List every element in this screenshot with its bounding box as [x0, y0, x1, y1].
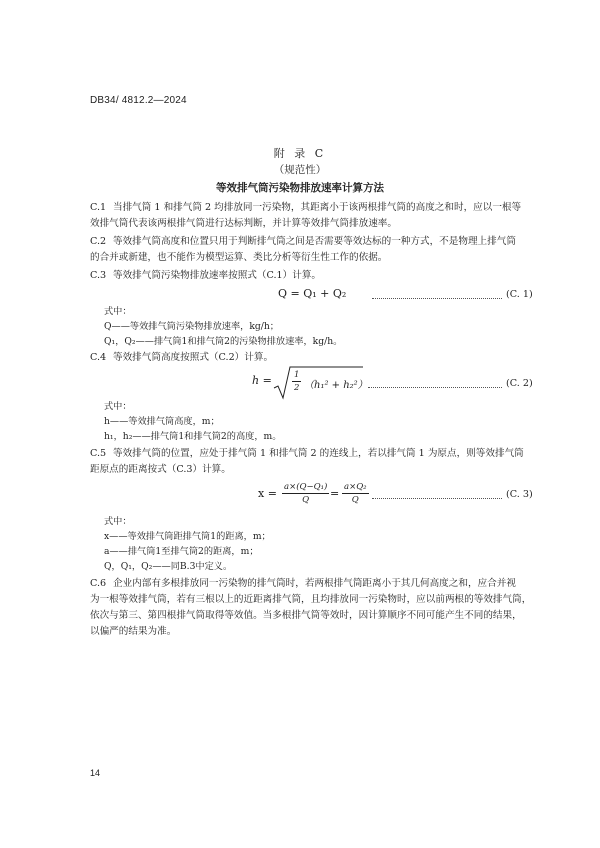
equation-c3-f2-den: Q [351, 495, 359, 505]
where-1-q1q2: Q₁，Q₂——排气筒1和排气筒2的污染物排放速率，kg/h。 [104, 336, 343, 347]
equation-c1-leader [372, 298, 502, 299]
clause-c4-number: C.4 [90, 352, 107, 363]
equation-c2-lhs: h = [252, 374, 272, 387]
where-1-q: Q——等效排气筒污染物排放速率，kg/h； [104, 321, 279, 332]
equation-c2-number: (C. 2) [506, 378, 533, 389]
equation-c3-fraction-2 [342, 481, 369, 506]
clause-c2-number: C.2 [90, 236, 107, 247]
clause-c5-line2: 距原点的距离按式（C.3）计算。 [90, 464, 231, 475]
appendix-title: 等效排气筒污染物排放速率计算方法 [216, 182, 384, 194]
where-3-a: a——排气筒1至排气筒2的距离，m； [104, 546, 259, 557]
appendix-label: 附 录 C [273, 147, 327, 160]
clause-c6-line4: 以偏严的结果为准。 [90, 626, 177, 637]
clause-c6-line2: 为一根等效排气筒，若有三根以上的近距离排气筒，且均排放同一污染物时，应以前两根的等效排气筒， [90, 594, 532, 605]
clause-c5-line1: 等效排气筒的位置，应处于排气筒 1 和排气筒 2 的连线上，若以排气筒 1 为原点，则等效排气筒 [113, 448, 524, 459]
where-2-h: h——等效排气筒高度，m； [104, 416, 220, 427]
document-code: DB34/ 4812.2—2024 [90, 95, 187, 106]
clause-c1-number: C.1 [90, 202, 107, 213]
equation-c2-body: （h₁² + h₂²） [304, 380, 368, 391]
equation-c2-fraction [292, 369, 301, 394]
equation-c2-frac-den: 2 [294, 383, 300, 393]
appendix-type: （规范性） [273, 164, 327, 176]
clause-c2-line2: 的合并或新建，也不能作为模型运算、类比分析等衍生性工作的依据。 [90, 252, 388, 263]
equation-c3-leader [372, 498, 502, 499]
equation-c2-leader [368, 387, 502, 388]
equation-c3-lhs: x = [258, 487, 277, 500]
clause-c3-number: C.3 [90, 270, 107, 281]
equation-c3-f2-num: a×Q₂ [344, 482, 367, 492]
equation-c3-f1-num: a×(Q−Q₁) [284, 482, 328, 492]
page-number: 14 [90, 768, 101, 778]
equation-c1: Q = Q₁ + Q₂ [278, 287, 347, 300]
where-2-h1h2: h₁，h₂——排气筒1和排气筒2的高度，m。 [104, 431, 282, 442]
clause-c4-line1: 等效排气筒高度按照式（C.2）计算。 [113, 352, 274, 363]
equation-c3-number: (C. 3) [506, 489, 533, 500]
clause-c1-line2: 效排气筒代表该两根排气筒进行达标判断，并计算等效排气筒排放速率。 [90, 218, 397, 229]
where-label-3: 式中： [104, 516, 132, 527]
equation-c3-fraction-1 [282, 481, 329, 506]
clause-c1-line1: 当排气筒 1 和排气筒 2 均排放同一污染物，其距离小于该两根排气筒的高度之和时，应以一根等 [113, 202, 522, 213]
where-3-q: Q，Q₁，Q₂——同B.3中定义。 [104, 561, 233, 572]
equation-c3-f1-den: Q [302, 495, 310, 505]
clause-c6-number: C.6 [90, 578, 107, 589]
clause-c3-line1: 等效排气筒污染物排放速率按照式（C.1）计算。 [113, 270, 322, 281]
clause-c5-number: C.5 [90, 448, 107, 459]
clause-c2-line1: 等效排气筒高度和位置只用于判断排气筒之间是否需要等效达标的一种方式，不是物理上排气筒 [113, 236, 516, 247]
equation-c3-equals: = [330, 487, 340, 500]
equation-c2-frac-num: 1 [294, 370, 300, 380]
where-label-2: 式中： [104, 401, 132, 412]
clause-c6-line3: 依次与第三、第四根排气筒取得等效值。当多根排气筒等效时，因计算顺序不同可能产生不同的结果， [90, 610, 522, 621]
equation-c1-number: (C. 1) [506, 289, 533, 300]
clause-c6-line1: 企业内部有多根排放同一污染物的排气筒时，若两根排气筒距离小于其几何高度之和，应合并视 [113, 578, 516, 589]
where-label-1: 式中： [104, 306, 132, 317]
where-3-x: x——等效排气筒距排气筒1的距离，m； [104, 531, 271, 542]
